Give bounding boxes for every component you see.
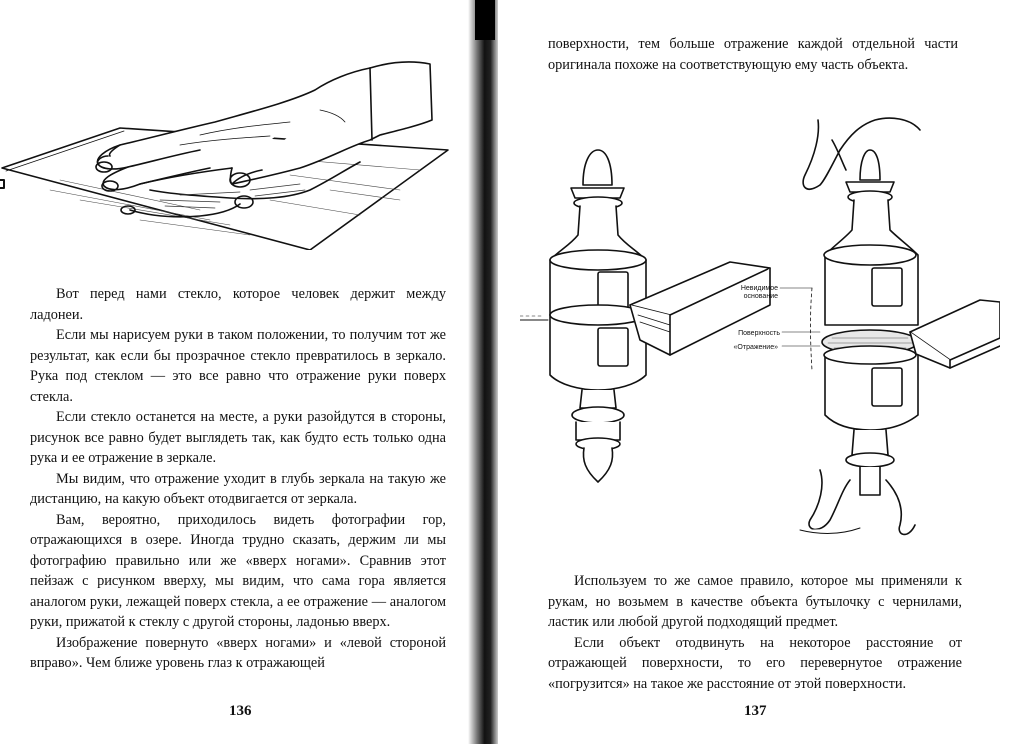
paragraph: Мы видим, что отражение уходит в глубь зеркала на такую же дистанцию, на какую объект отодвигается от зеркала. [30, 470, 446, 507]
left-page-body [30, 284, 446, 674]
paragraph: Вам, вероятно, приходилось видеть фотографии гор, отражающихся в озере. Иногда трудно сказать, держим ли мы фотографию правильно или же «вверх ногами». Сравнив этот пейзаж с рисунком вверху, мы видим, что сама гора является аналогом руки, лежащей поверх стекла, а ее отражение — аналогом руки, прижатой к стеклу с другой стороны, ладонью вверх. [30, 511, 446, 630]
label-invisible-base: Невидимое основание [740, 285, 778, 300]
right-eraser [910, 300, 1000, 368]
label-surface: Поверхность [738, 330, 780, 337]
paragraph: Если стекло останется на месте, а руки разойдутся в стороны, рисунок все равно будет выглядеть так, как будто есть только одна рука и ее отражение в зеркале. [30, 409, 446, 466]
paragraph: Используем то же самое правило, которое мы применяли к рукам, но возьмем в качестве объекта бутылочку с чернилами, ластик или любой другой подходящий предмет. [548, 573, 962, 630]
paragraph: поверхности, тем больше отражение каждой отдельной части оригинала похоже на соответствующую ему часть объекта. [548, 36, 958, 73]
page-number: 137 [744, 703, 767, 719]
paragraph: Изображение повернуто «вверх ногами» и «левой стороной вправо». Чем ближе уровень глаз к отражающей [30, 634, 446, 671]
right-page-top-text [548, 34, 958, 75]
gutter-shadow [475, 0, 495, 40]
page-number: 136 [229, 703, 252, 719]
right-page-body [548, 571, 962, 694]
left-eraser [630, 262, 770, 355]
label-reflection: «Отражение» [733, 344, 778, 351]
book-gutter [468, 0, 498, 744]
paragraph: Если мы нарисуем руки в таком положении, то получим тот же результат, как если бы прозрачное стекло превратилось в зеркало. Рука под стеклом — это все равно что отражение руки поверх стекла. [30, 327, 446, 405]
hand-on-glass-illustration [0, 50, 470, 250]
paragraph: Вот перед нами стекло, которое человек держит между ладонеи. [30, 286, 446, 323]
paragraph: Если объект отодвинуть на некоторое расстояние от отражающей поверхности, то его перевернутое отражение «погрузится» на такое же расстояние от этой поверхности. [548, 634, 962, 692]
right-bottle [780, 118, 920, 534]
